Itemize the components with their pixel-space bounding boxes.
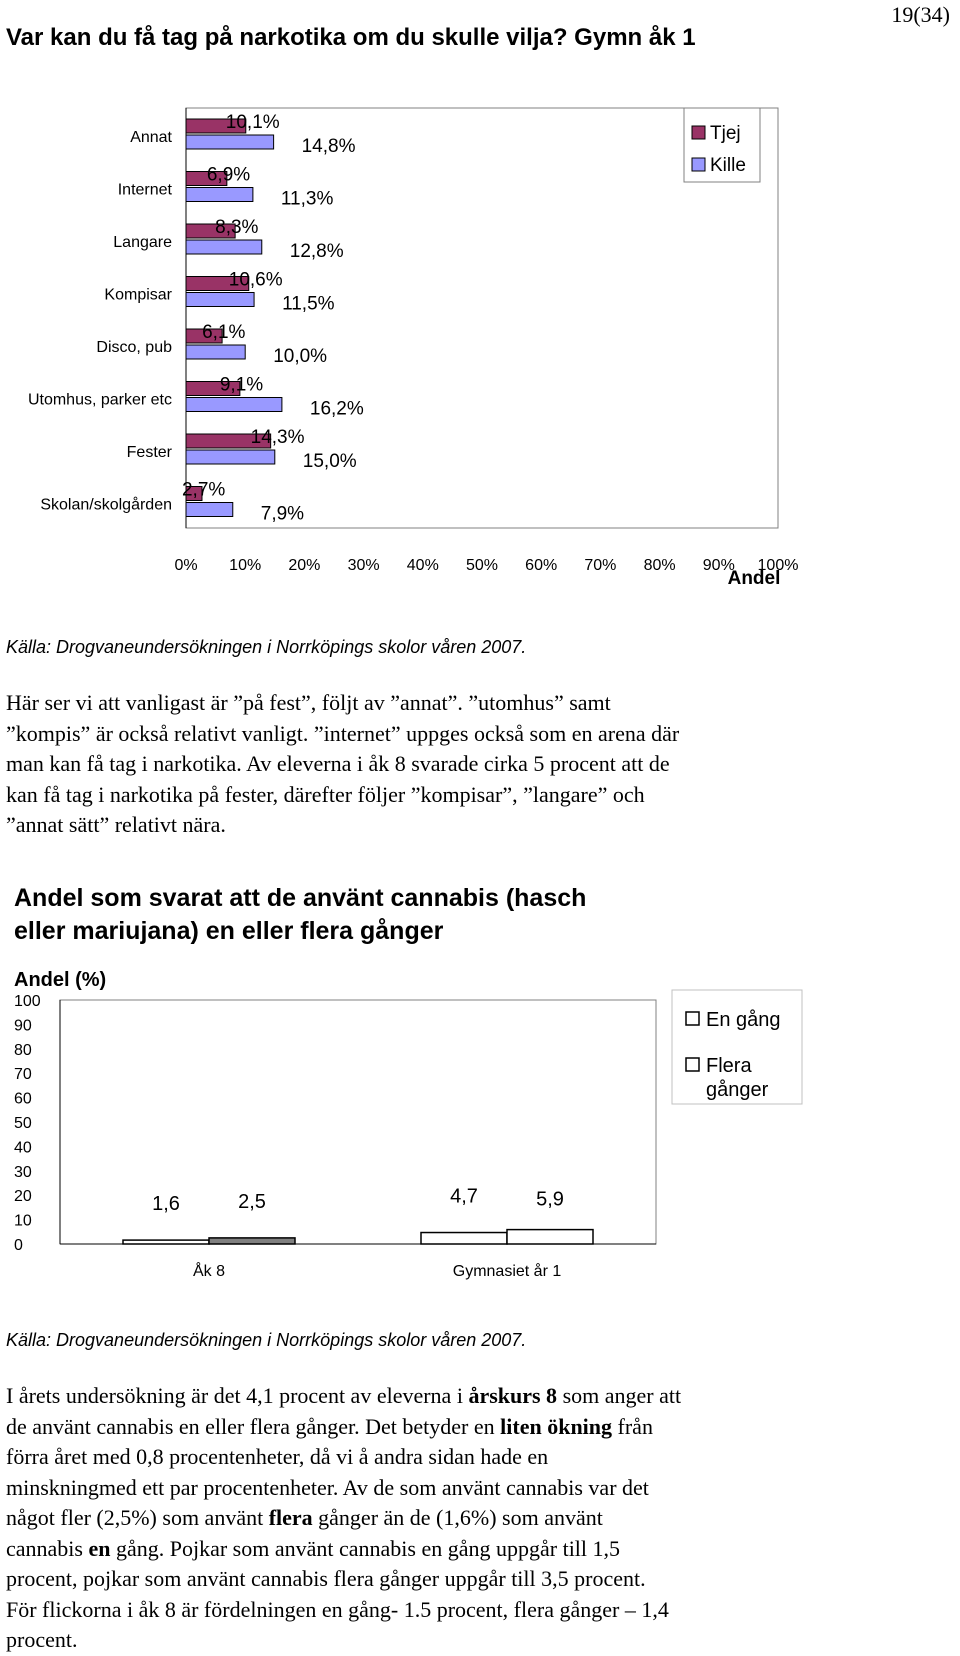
data-label: 11,5% bbox=[282, 293, 335, 315]
chart2-title-line: eller mariujana) en eller flera gånger bbox=[14, 917, 444, 945]
category-label: Kompisar bbox=[104, 286, 172, 304]
paragraph-1-line: ”annat sätt” relativt nära. bbox=[6, 812, 226, 837]
bold-text: årskurs 8 bbox=[468, 1383, 558, 1408]
legend-label: Flera bbox=[706, 1055, 752, 1077]
bold-text: en bbox=[88, 1535, 111, 1561]
data-label: 10,1% bbox=[225, 112, 280, 133]
data-label: 2,7% bbox=[181, 479, 226, 501]
y-tick-label: 30 bbox=[14, 1163, 32, 1181]
x-axis-title: Andel bbox=[727, 568, 781, 589]
bar-kille bbox=[186, 240, 262, 254]
bar-kille bbox=[186, 503, 233, 517]
data-label: 15,0% bbox=[302, 451, 357, 472]
data-label: 9,1% bbox=[219, 374, 264, 396]
paragraph-2-line bbox=[6, 1381, 956, 1412]
paragraph-2-line: procent. bbox=[6, 1627, 78, 1652]
page-number: 19(34) bbox=[891, 2, 950, 27]
legend-label: En gång bbox=[706, 1009, 781, 1031]
bar-kille bbox=[186, 398, 282, 412]
bold-text: flera bbox=[268, 1505, 313, 1530]
x-tick-label: 80% bbox=[643, 557, 676, 574]
text-span: gånger än de (1,6%) som använt bbox=[312, 1505, 603, 1530]
chart2-title-line: Andel som svarat att de använt cannabis (hasch bbox=[14, 884, 587, 912]
y-tick-label: 60 bbox=[14, 1090, 32, 1108]
paragraph-2-line bbox=[6, 1503, 956, 1534]
y-tick-label: 90 bbox=[14, 1017, 32, 1035]
data-label: 14,3% bbox=[250, 427, 305, 448]
bar-kille bbox=[186, 293, 254, 307]
legend-label: gånger bbox=[706, 1079, 769, 1101]
chart1-source: Källa: Drogvaneundersökningen i Norrköpings skolor våren 2007. bbox=[6, 637, 527, 657]
data-label: 12,8% bbox=[289, 241, 344, 262]
y-tick-label: 70 bbox=[14, 1066, 32, 1084]
x-tick-label: 100% bbox=[757, 557, 799, 574]
bar-kille bbox=[186, 345, 245, 359]
chart2-svg bbox=[0, 969, 960, 1300]
bar-flera-ganger bbox=[507, 1230, 593, 1244]
data-label: 6,9% bbox=[206, 164, 251, 186]
data-label: 2,5 bbox=[238, 1190, 266, 1213]
x-tick-label: Gymnasiet år 1 bbox=[452, 1263, 562, 1280]
x-tick-label: 20% bbox=[288, 557, 321, 574]
x-tick-label: 30% bbox=[347, 557, 380, 574]
y-tick-label: 10 bbox=[14, 1212, 32, 1230]
bold-text: liten ökning bbox=[500, 1413, 613, 1439]
x-tick-label: 10% bbox=[229, 557, 262, 574]
legend-swatch-kille bbox=[692, 158, 705, 171]
text-span: gång. Pojkar som använt cannabis en gång uppgår till 1,5 bbox=[110, 1535, 621, 1561]
chart2-title bbox=[14, 882, 654, 948]
y-tick-label: 0 bbox=[14, 1237, 23, 1254]
data-label: 1,6 bbox=[152, 1193, 180, 1216]
bar-kille bbox=[186, 188, 253, 202]
data-label: 6,1% bbox=[202, 322, 246, 343]
legend-label: Kille bbox=[710, 155, 746, 176]
data-label: 14,8% bbox=[301, 136, 356, 157]
paragraph-2 bbox=[6, 1381, 956, 1656]
paragraph-1 bbox=[6, 688, 956, 841]
y-tick-label: 20 bbox=[14, 1188, 32, 1206]
category-label: Disco, pub bbox=[96, 339, 172, 356]
category-label: Utomhus, parker etc bbox=[27, 391, 172, 409]
paragraph-1-line: ”kompis” är också relativt vanligt. ”internet” uppges också som en arena där bbox=[6, 720, 680, 746]
paragraph-2-line bbox=[6, 1412, 956, 1443]
y-axis-title: Andel (%) bbox=[14, 969, 107, 991]
text-span: något fler (2,5%) som använt bbox=[6, 1505, 269, 1530]
data-label: 11,3% bbox=[280, 188, 334, 210]
x-tick-label: 0% bbox=[174, 557, 198, 574]
paragraph-1-line: man kan få tag i narkotika. Av eleverna i åk 8 svarade cirka 5 procent att de bbox=[6, 751, 670, 776]
paragraph-2-line: minskningmed ett par procentenheter. Av de som använt cannabis var det bbox=[6, 1474, 649, 1500]
y-tick-label: 80 bbox=[14, 1041, 32, 1059]
category-label: Internet bbox=[117, 181, 172, 199]
text-span: de använt cannabis en eller flera gånger. Det betyder en bbox=[6, 1413, 501, 1439]
x-tick-label: 70% bbox=[584, 557, 617, 574]
data-label: 8,3% bbox=[215, 217, 259, 238]
plot-area bbox=[60, 1000, 656, 1244]
text-span: I årets undersökning är det 4,1 procent av eleverna i bbox=[6, 1383, 469, 1408]
x-tick-label: Åk 8 bbox=[192, 1263, 226, 1280]
data-label: 10,6% bbox=[228, 269, 283, 291]
bar-kille bbox=[186, 450, 275, 464]
data-label: 10,0% bbox=[273, 346, 328, 367]
x-tick-label: 50% bbox=[465, 557, 499, 574]
bar-en-gang bbox=[123, 1240, 209, 1244]
bar-en-gang bbox=[421, 1233, 507, 1244]
paragraph-2-line: förra året med 0,8 procentenheter, då vi å andra sidan hade en bbox=[6, 1444, 549, 1469]
chart1-svg bbox=[0, 90, 960, 590]
category-label: Fester bbox=[126, 444, 172, 461]
data-label: 16,2% bbox=[309, 398, 364, 420]
text-span: från bbox=[612, 1413, 653, 1439]
legend-swatch-en-gang bbox=[686, 1012, 699, 1025]
bar-flera-ganger bbox=[209, 1238, 295, 1244]
data-label: 7,9% bbox=[260, 503, 305, 525]
chart2-source: Källa: Drogvaneundersökningen i Norrköpings skolor våren 2007. bbox=[6, 1330, 527, 1350]
y-tick-label: 100 bbox=[14, 993, 41, 1010]
data-label: 4,7 bbox=[450, 1185, 478, 1208]
paragraph-2-line: För flickorna i åk 8 är fördelningen en gång- 1.5 procent, flera gånger – 1,4 bbox=[6, 1596, 669, 1622]
text-span: cannabis bbox=[6, 1535, 89, 1561]
data-label: 5,9 bbox=[536, 1188, 564, 1211]
x-tick-label: 90% bbox=[702, 557, 735, 574]
paragraph-1-line: kan få tag i narkotika på fester, därefter följer ”kompisar”, ”langare” och bbox=[6, 781, 645, 807]
legend-label: Tjej bbox=[710, 123, 741, 144]
paragraph-2-line bbox=[6, 1534, 956, 1565]
category-label: Annat bbox=[130, 129, 172, 146]
x-tick-label: 40% bbox=[406, 557, 439, 574]
x-tick-label: 60% bbox=[525, 557, 558, 574]
chart1-title: Var kan du få tag på narkotika om du skulle vilja? Gymn åk 1 bbox=[6, 24, 696, 51]
paragraph-2-line: procent, pojkar som använt cannabis flera gånger uppgår till 3,5 procent. bbox=[6, 1566, 646, 1591]
category-label: Langare bbox=[113, 234, 172, 251]
legend-swatch-flera-ganger bbox=[686, 1058, 699, 1071]
y-tick-label: 40 bbox=[14, 1139, 32, 1157]
text-span: som anger att bbox=[557, 1383, 682, 1408]
category-label: Skolan/skolgården bbox=[40, 496, 172, 514]
legend-swatch-tjej bbox=[692, 126, 705, 139]
y-tick-label: 50 bbox=[14, 1115, 32, 1132]
bar-kille bbox=[186, 135, 274, 149]
paragraph-1-line: Här ser vi att vanligast är ”på fest”, följt av ”annat”. ”utomhus” samt bbox=[6, 690, 611, 715]
